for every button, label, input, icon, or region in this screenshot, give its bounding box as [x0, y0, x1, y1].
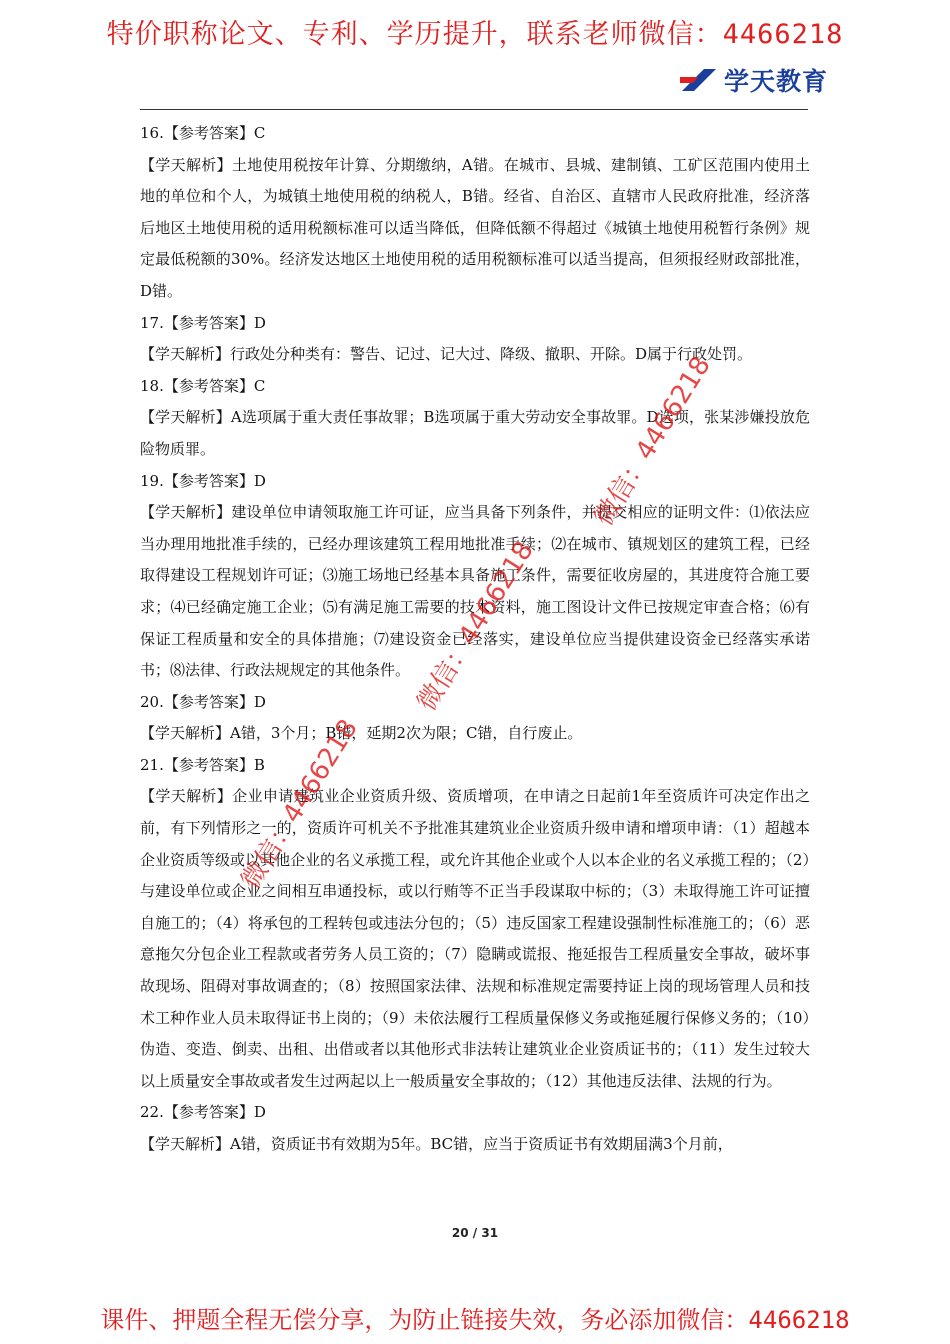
- analysis-paragraph: 【学天解析】建设单位申请领取施工许可证，应当具备下列条件，并提交相应的证明文件：⑴依法应当办理用地批准手续的，已经办理该建筑工程用地批准手续；⑵在城市、镇规划区的建筑工程，已经取得建设工程规划许可证；⑶施工场地已经基本具备施工条件，需要征收房屋的，其进度符合施工要求；⑷已经确定施工企业；⑸有满足施工需要的技术资料，施工图设计文件已按规定审查合格；⑹有保证工程质量和安全的具体措施；⑺建设资金已经落实，建设单位应当提供建设资金已经落实承诺书；⑻法律、行政法规规定的其他条件。: [140, 503, 810, 680]
- watermark-lower: 微信：4466218: [235, 714, 364, 895]
- answer-line: 18.【参考答案】C: [140, 376, 266, 395]
- answer-line: 20.【参考答案】D: [140, 692, 266, 711]
- answer-line: 16.【参考答案】C: [140, 124, 266, 142]
- watermark-middle: 微信：4466218: [411, 536, 540, 717]
- top-promo-banner: 特价职称论文、专利、学历提升，联系老师微信：4466218: [106, 19, 844, 50]
- analysis-paragraph: 【学天解析】企业申请建筑业企业资质升级、资质增项，在申请之日起前1年至资质许可决定作出之前，有下列情形之一的，资质许可机关不予批准其建筑业企业资质升级申请和增项申请：（1）超越本企业资质等级或以其他企业的名义承揽工程，或允许其他企业或个人以本企业的名义承揽工程的；（2）与建设单位或企业之间相互串通投标，或以行贿等不正当手段谋取中标的；（3）未取得施工许可证擅自施工的；（4）将承包的工程转包或违法分包的；（5）违反国家工程建设强制性标准施工的；（6）恶意拖欠分包企业工程款或者劳务人员工资的；（7）隐瞒或谎报、拖延报告工程质量安全事故，破坏事故现场、阻碍对事故调查的；（8）按照国家法律、法规和标准规定需要持证上岗的现场管理人员和技术工种作业人员未取得证书上岗的；（9）未依法履行工程质量保修义务或拖延履行保修义务的；（10）伪造、变造、倒卖、出租、出借或者以其他形式非法转让建筑业企业资质证书的；（11）发生过较大以上质量安全事故或者发生过两起以上一般质量安全事故的；（12）其他违反法律、法规的行为。: [140, 787, 810, 1090]
- answer-line: 19.【参考答案】D: [140, 471, 266, 490]
- analysis-paragraph: 【学天解析】A错，3个月；B错，延期2次为限；C错，自行废止。: [140, 724, 583, 743]
- analysis-paragraph: 【学天解析】A选项属于重大责任事故罪；B选项属于重大劳动安全事故罪。D选项，张某涉嫌投放危险物质罪。: [140, 408, 810, 458]
- analysis-paragraph: 【学天解析】A错，资质证书有效期为5年。BC错，应当于资质证书有效期届满3个月前，: [140, 1135, 733, 1153]
- answer-line: 22.【参考答案】D: [140, 1103, 266, 1122]
- xuetian-logo-icon: [680, 67, 718, 93]
- brand-logo: [680, 62, 828, 98]
- page-number: 20 / 31: [451, 1226, 499, 1240]
- analysis-paragraph: 【学天解析】土地使用税按年计算、分期缴纳，A错。在城市、县城、建制镇、工矿区范围内使用土地的单位和个人，为城镇土地使用税的纳税人，B错。经省、自治区、直辖市人民政府批准，经济落后地区土地使用税的适用税额标准可以适当降低，但降低额不得超过《城镇土地使用税暂行条例》规定最低税额的30%。经济发达地区土地使用税的适用税额标准可以适当提高，但须报经财政部批准，D错。: [140, 155, 810, 300]
- answer-line: 21.【参考答案】B: [140, 755, 265, 774]
- header-divider: [140, 109, 808, 110]
- analysis-paragraph: 【学天解析】行政处分种类有：警告、记过、记大过、降级、撤职、开除。D属于行政处罚。: [140, 345, 753, 364]
- logo-text: 学天教育: [724, 67, 829, 96]
- answer-line: 17.【参考答案】D: [140, 313, 266, 332]
- watermark-upper: 微信：4466218: [588, 351, 717, 532]
- bottom-promo-banner: 课件、押题全程无偿分享，为防止链接失效，务必添加微信：4466218: [100, 1306, 850, 1334]
